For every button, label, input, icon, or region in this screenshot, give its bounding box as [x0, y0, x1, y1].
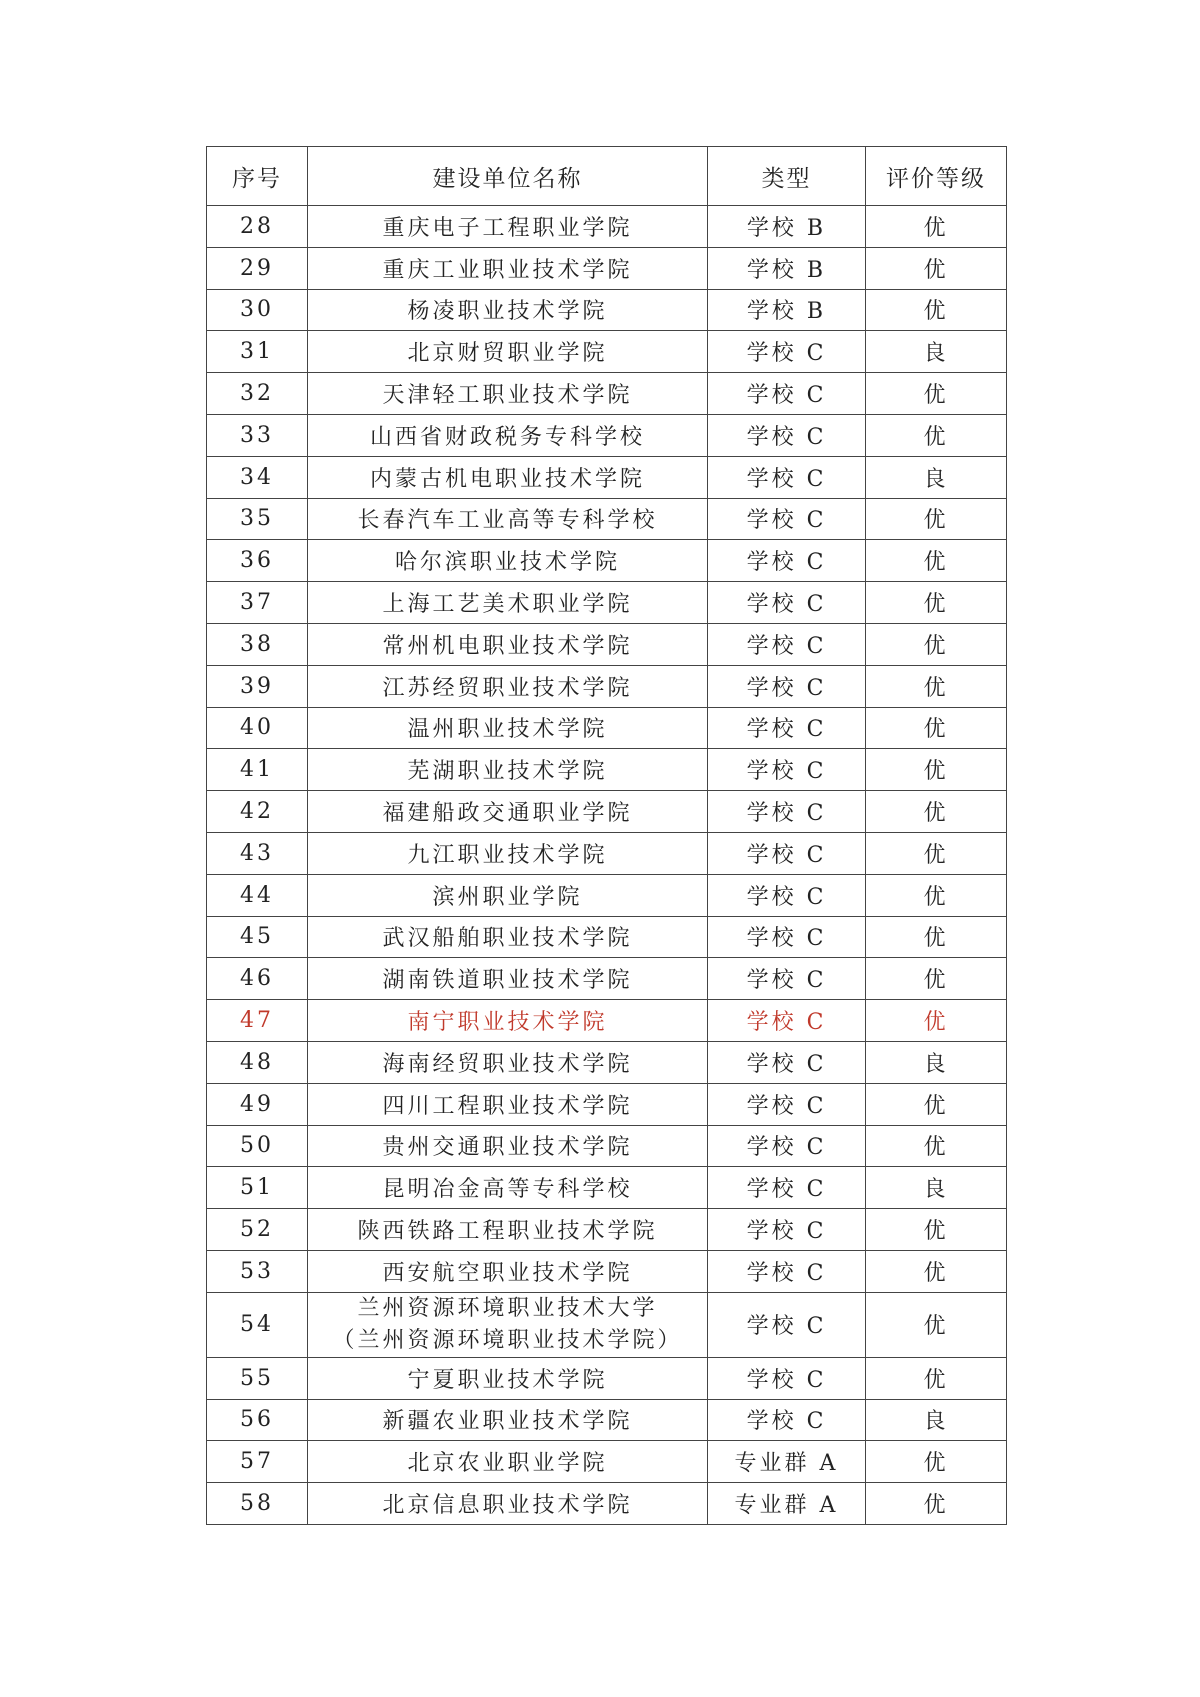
row-unit-name: 北京农业职业学院 [308, 1441, 708, 1483]
row-index: 45 [207, 916, 308, 958]
row-index: 44 [207, 874, 308, 916]
table-row [207, 916, 1007, 958]
row-unit-name: 江苏经贸职业技术学院 [308, 665, 708, 707]
row-unit-name: 上海工艺美术职业学院 [308, 582, 708, 624]
row-grade: 良 [866, 456, 1007, 498]
row-index: 57 [207, 1441, 308, 1483]
row-type: 学校 C [708, 707, 866, 749]
row-grade: 优 [866, 582, 1007, 624]
row-type: 学校 C [708, 456, 866, 498]
row-grade: 优 [866, 1125, 1007, 1167]
row-type: 学校 C [708, 1083, 866, 1125]
row-unit-name: 北京财贸职业学院 [308, 331, 708, 373]
header-type: 类型 [708, 147, 866, 206]
row-type: 学校 C [708, 582, 866, 624]
row-index: 40 [207, 707, 308, 749]
row-index: 47 [207, 1000, 308, 1042]
row-grade: 优 [866, 1083, 1007, 1125]
row-unit-name: 温州职业技术学院 [308, 707, 708, 749]
row-index: 56 [207, 1399, 308, 1441]
table-row [207, 1125, 1007, 1167]
table-row [207, 623, 1007, 665]
row-unit-name: 芜湖职业技术学院 [308, 749, 708, 791]
row-index: 54 [207, 1292, 308, 1357]
table-row [207, 456, 1007, 498]
row-unit-name: 山西省财政税务专科学校 [308, 414, 708, 456]
row-type: 学校 B [708, 247, 866, 289]
row-type: 学校 C [708, 1209, 866, 1251]
row-type: 学校 C [708, 540, 866, 582]
row-index: 28 [207, 206, 308, 248]
row-type: 学校 C [708, 1357, 866, 1399]
row-index: 39 [207, 665, 308, 707]
table-header [207, 147, 1007, 206]
table-row [207, 373, 1007, 415]
table-row [207, 1292, 1007, 1357]
row-grade: 优 [866, 832, 1007, 874]
row-type: 学校 C [708, 1125, 866, 1167]
table-row [207, 540, 1007, 582]
table-row [207, 791, 1007, 833]
row-unit-name: 西安航空职业技术学院 [308, 1250, 708, 1292]
row-type: 学校 C [708, 623, 866, 665]
table-row [207, 206, 1007, 248]
row-type: 学校 C [708, 1250, 866, 1292]
row-unit-name-line2: （兰州资源环境职业技术学院） [332, 1327, 683, 1353]
row-unit-name: 陕西铁路工程职业技术学院 [308, 1209, 708, 1251]
row-index: 48 [207, 1041, 308, 1083]
row-type: 学校 C [708, 749, 866, 791]
table-row [207, 1357, 1007, 1399]
table-row [207, 1399, 1007, 1441]
row-type: 学校 C [708, 832, 866, 874]
row-index: 29 [207, 247, 308, 289]
row-index: 49 [207, 1083, 308, 1125]
row-index: 37 [207, 582, 308, 624]
row-grade: 优 [866, 498, 1007, 540]
row-grade: 优 [866, 1483, 1007, 1525]
row-grade: 优 [866, 414, 1007, 456]
row-index: 34 [207, 456, 308, 498]
row-type: 学校 B [708, 206, 866, 248]
table-row [207, 1441, 1007, 1483]
row-grade: 优 [866, 958, 1007, 1000]
table-row [207, 247, 1007, 289]
table-row [207, 331, 1007, 373]
row-unit-name: 重庆电子工程职业学院 [308, 206, 708, 248]
row-unit-name: 滨州职业学院 [308, 874, 708, 916]
row-grade: 优 [866, 1357, 1007, 1399]
table-row [207, 1041, 1007, 1083]
row-type: 学校 C [708, 874, 866, 916]
table-row [207, 1167, 1007, 1209]
row-type: 学校 C [708, 916, 866, 958]
row-type: 专业群 A [708, 1441, 866, 1483]
header-grade: 评价等级 [866, 147, 1007, 206]
row-index: 38 [207, 623, 308, 665]
row-unit-name: 新疆农业职业技术学院 [308, 1399, 708, 1441]
row-grade: 良 [866, 331, 1007, 373]
row-grade: 良 [866, 1041, 1007, 1083]
row-index: 53 [207, 1250, 308, 1292]
header-name: 建设单位名称 [308, 147, 708, 206]
row-type: 学校 C [708, 331, 866, 373]
row-unit-name: 四川工程职业技术学院 [308, 1083, 708, 1125]
row-index: 43 [207, 832, 308, 874]
evaluation-results-table [206, 146, 1007, 1525]
row-grade: 良 [866, 1167, 1007, 1209]
row-grade: 优 [866, 791, 1007, 833]
row-unit-name: 武汉船舶职业技术学院 [308, 916, 708, 958]
row-unit-name: 福建船政交通职业学院 [308, 791, 708, 833]
table-row [207, 1483, 1007, 1525]
row-index: 41 [207, 749, 308, 791]
row-grade: 优 [866, 1250, 1007, 1292]
row-index: 31 [207, 331, 308, 373]
row-grade: 优 [866, 1000, 1007, 1042]
row-index: 51 [207, 1167, 308, 1209]
row-type: 学校 C [708, 791, 866, 833]
row-unit-name: 杨凌职业技术学院 [308, 289, 708, 331]
row-grade: 优 [866, 623, 1007, 665]
row-grade: 优 [866, 373, 1007, 415]
row-index: 32 [207, 373, 308, 415]
row-index: 36 [207, 540, 308, 582]
row-grade: 良 [866, 1399, 1007, 1441]
row-grade: 优 [866, 874, 1007, 916]
row-type: 学校 C [708, 665, 866, 707]
row-unit-name: 湖南铁道职业技术学院 [308, 958, 708, 1000]
row-grade: 优 [866, 289, 1007, 331]
table-row [207, 498, 1007, 540]
row-unit-name: 南宁职业技术学院 [308, 1000, 708, 1042]
row-grade: 优 [866, 707, 1007, 749]
row-unit-name: 海南经贸职业技术学院 [308, 1041, 708, 1083]
row-unit-name: 哈尔滨职业技术学院 [308, 540, 708, 582]
row-index: 33 [207, 414, 308, 456]
row-unit-name: 重庆工业职业技术学院 [308, 247, 708, 289]
row-type: 学校 B [708, 289, 866, 331]
table-row [207, 874, 1007, 916]
row-unit-name-line1: 兰州资源环境职业技术大学 [357, 1295, 658, 1321]
row-type: 学校 C [708, 1292, 866, 1357]
row-index: 52 [207, 1209, 308, 1251]
row-type: 学校 C [708, 1167, 866, 1209]
row-grade: 优 [866, 247, 1007, 289]
table-row [207, 1250, 1007, 1292]
row-grade: 优 [866, 665, 1007, 707]
row-grade: 优 [866, 916, 1007, 958]
row-type: 学校 C [708, 1399, 866, 1441]
row-unit-name: 宁夏职业技术学院 [308, 1357, 708, 1399]
row-unit-name: 九江职业技术学院 [308, 832, 708, 874]
row-index: 55 [207, 1357, 308, 1399]
row-type: 学校 C [708, 373, 866, 415]
row-type: 学校 C [708, 958, 866, 1000]
header-index: 序号 [207, 147, 308, 206]
table-row [207, 665, 1007, 707]
row-unit-name: 贵州交通职业技术学院 [308, 1125, 708, 1167]
row-grade: 优 [866, 540, 1007, 582]
row-type: 学校 C [708, 1041, 866, 1083]
table-row [207, 1000, 1007, 1042]
table-row [207, 707, 1007, 749]
row-type: 学校 C [708, 1000, 866, 1042]
table-row [207, 1083, 1007, 1125]
row-type: 专业群 A [708, 1483, 866, 1525]
row-grade: 优 [866, 749, 1007, 791]
table-row [207, 414, 1007, 456]
row-grade: 优 [866, 1209, 1007, 1251]
row-unit-name: 北京信息职业技术学院 [308, 1483, 708, 1525]
row-grade: 优 [866, 1441, 1007, 1483]
table-row [207, 289, 1007, 331]
row-index: 42 [207, 791, 308, 833]
row-unit-name: 长春汽车工业高等专科学校 [308, 498, 708, 540]
row-index: 46 [207, 958, 308, 1000]
row-index: 30 [207, 289, 308, 331]
row-unit-name: 昆明冶金高等专科学校 [308, 1167, 708, 1209]
row-index: 50 [207, 1125, 308, 1167]
table-row [207, 958, 1007, 1000]
row-type: 学校 C [708, 414, 866, 456]
row-type: 学校 C [708, 498, 866, 540]
header-row [207, 147, 1007, 206]
row-unit-name: 天津轻工职业技术学院 [308, 373, 708, 415]
row-index: 58 [207, 1483, 308, 1525]
table-row [207, 582, 1007, 624]
row-grade: 优 [866, 206, 1007, 248]
table-row [207, 832, 1007, 874]
row-index: 35 [207, 498, 308, 540]
table-row [207, 1209, 1007, 1251]
table-body [207, 206, 1007, 1525]
row-unit-name [308, 1292, 708, 1357]
table-row [207, 749, 1007, 791]
row-unit-name: 常州机电职业技术学院 [308, 623, 708, 665]
row-grade: 优 [866, 1292, 1007, 1357]
row-unit-name: 内蒙古机电职业技术学院 [308, 456, 708, 498]
